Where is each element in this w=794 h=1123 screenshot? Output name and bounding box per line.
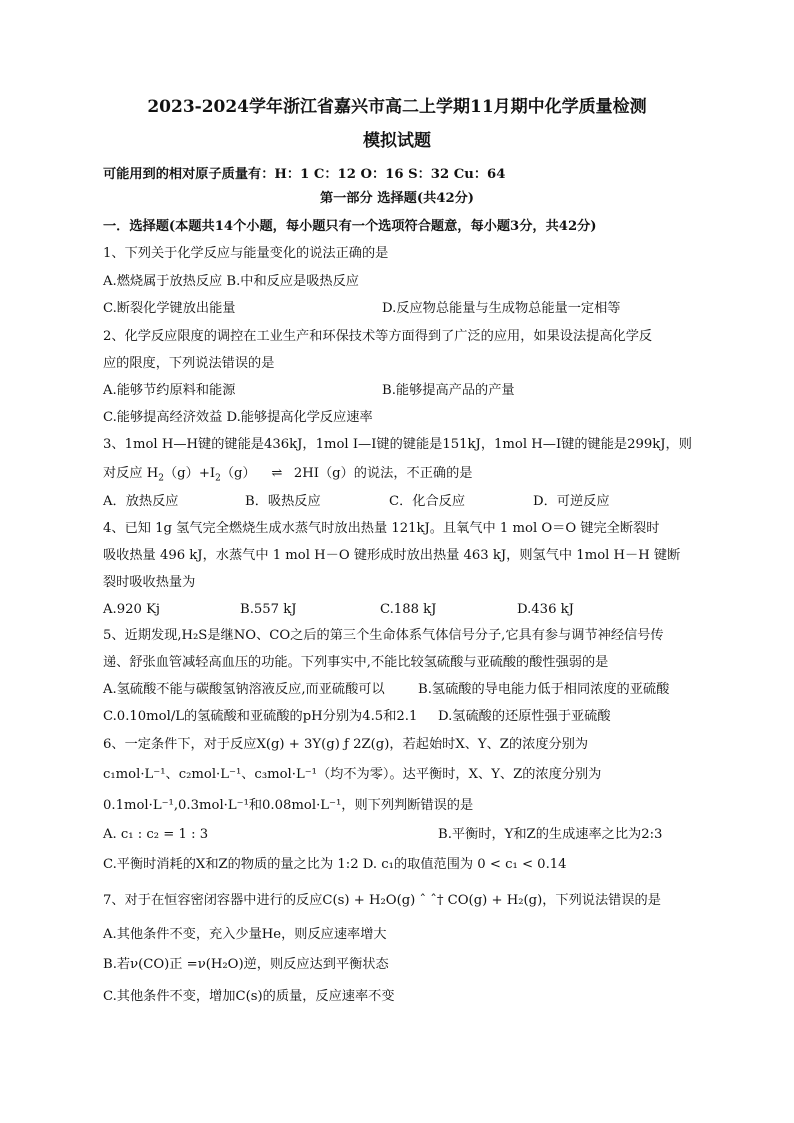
q6-option-b: B.平衡时，Y和Z的生成速率之比为2:3	[438, 827, 663, 842]
q3-option-b: B．吸热反应	[245, 494, 321, 509]
q4-option-d: D.436 kJ	[517, 602, 574, 617]
q3-stem-line1: 3、1mol H—H键的键能是436kJ，1mol I—I键的键能是151kJ，1mol H—I键的键能是299kJ，则	[103, 437, 692, 452]
q3-sub-i2: 2	[215, 473, 221, 484]
q4-option-a: A.920 Kj	[103, 602, 161, 617]
q6-stem-line1: 6、一定条件下，对于反应X(g) + 3Y(g) ƒ 2Z(g)，若起始时X、Y、Z的浓度分别为	[103, 737, 589, 752]
q4-options	[0, 601, 794, 619]
q3-option-d: D．可逆反应	[533, 494, 610, 509]
q7-option-c: C.其他条件不变，增加C(s)的质量，反应速率不变	[103, 989, 395, 1004]
q3-option-a: A．放热反应	[103, 494, 179, 509]
q4-stem-line1: 4、已知 1g 氢气完全燃烧生成水蒸气时放出热量 121kJ。且氧气中 1 mol O＝O 键完全断裂时	[103, 521, 660, 536]
q1-option-c: C.断裂化学键放出能量	[103, 301, 236, 316]
q5-stem-line1: 5、近期发现,H₂S是继NO、CO之后的第三个生命体系气体信号分子,它具有参与调节神经信号传	[103, 628, 664, 643]
q7-option-b: B.若ν(CO)正 =ν(H₂O)逆，则反应达到平衡状态	[103, 957, 389, 972]
q2-option-b: B.能够提高产品的产量	[382, 383, 515, 398]
q4-option-b: B.557 kJ	[240, 602, 297, 617]
q7-option-a: A.其他条件不变，充入少量He，则反应速率增大	[103, 927, 387, 942]
q3-stem-post: 2HI（g）的说法，不正确的是	[293, 466, 473, 481]
q5-stem-line2: 递、舒张血管减轻高血压的功能。下列事实中,不能比较氢硫酸与亚硫酸的酸性强弱的是	[103, 655, 609, 670]
exam-title: 2023-2024学年浙江省嘉兴市高二上学期11月期中化学质量检测	[147, 97, 647, 117]
q5-option-a: A.氢硫酸不能与碳酸氢钠溶液反应,而亚硫酸可以	[103, 682, 385, 697]
q1-option-d: D.反应物总能量与生成物总能量一定相等	[382, 301, 621, 316]
q6-stem-line3: 0.1mol·L⁻¹,0.3mol·L⁻¹和0.08mol·L⁻¹，则下列判断错误的是	[103, 798, 474, 813]
q6-option-a: A. c₁ : c₂ = 1 : 3	[103, 827, 209, 842]
q4-option-c: C.188 kJ	[380, 602, 437, 617]
q2-option-a: A.能够节约原料和能源	[103, 383, 236, 398]
q3-stem-mid2: （g）	[220, 466, 256, 481]
q1-options-ab: A.燃烧属于放热反应 B.中和反应是吸热反应	[103, 274, 359, 289]
q3-option-c: C．化合反应	[389, 494, 466, 509]
part-heading: 第一部分 选择题(共42分)	[319, 191, 475, 206]
q3-options	[0, 493, 794, 511]
q6-options-cd: C.平衡时消耗的X和Z的物质的量之比为 1:2 D. c₁的取值范围为 0 < c₁ < 0.14	[103, 857, 567, 872]
q5-option-c: C.0.10mol/L的氢硫酸和亚硫酸的pH分别为4.5和2.1	[103, 709, 418, 724]
q7-stem: 7、对于在恒容密闭容器中进行的反应C(s) + H₂O(g) ˆ ˆ† CO(g) + H₂(g)，下列说法错误的是	[103, 893, 661, 908]
q3-stem-line2	[103, 465, 472, 488]
exam-subtitle: 模拟试题	[363, 131, 431, 151]
q4-stem-line3: 裂时吸收热量为	[103, 575, 196, 590]
q1-stem: 1、下列关于化学反应与能量变化的说法正确的是	[103, 246, 389, 261]
q5-option-d: D.氢硫酸的还原性强于亚硫酸	[438, 709, 611, 724]
q2-stem-line2: 应的限度，下列说法错误的是	[103, 356, 275, 371]
q6-stem-line2: c₁mol·L⁻¹、c₂mol·L⁻¹、c₃mol·L⁻¹（均不为零）。达平衡时，X、Y、Z的浓度分别为	[103, 767, 602, 782]
q3-stem-mid1: （g）+I	[164, 466, 216, 481]
q4-stem-line2: 吸收热量 496 kJ，水蒸气中 1 mol H－O 键形成时放出热量 463 kJ，则氢气中 1mol H－H 键断	[103, 548, 681, 563]
section-heading: 一．选择题(本题共14个小题，每小题只有一个选项符合题意，每小题3分，共42分)	[103, 219, 597, 234]
q3-stem-pre: 对反应 H	[103, 466, 159, 481]
q2-stem-line1: 2、化学反应限度的调控在工业生产和环保技术等方面得到了广泛的应用，如果设法提高化学反	[103, 329, 653, 344]
q5-option-b: B.氢硫酸的导电能力低于相同浓度的亚硫酸	[418, 682, 670, 697]
atomic-masses: 可能用到的相对原子质量有：H：1 C：12 O：16 S：32 Cu：64	[103, 167, 506, 182]
equilibrium-arrow-icon: ⇌	[271, 466, 283, 481]
q2-options-cd: C.能够提高经济效益 D.能够提高化学反应速率	[103, 410, 373, 425]
q3-sub-h2: 2	[158, 473, 164, 484]
